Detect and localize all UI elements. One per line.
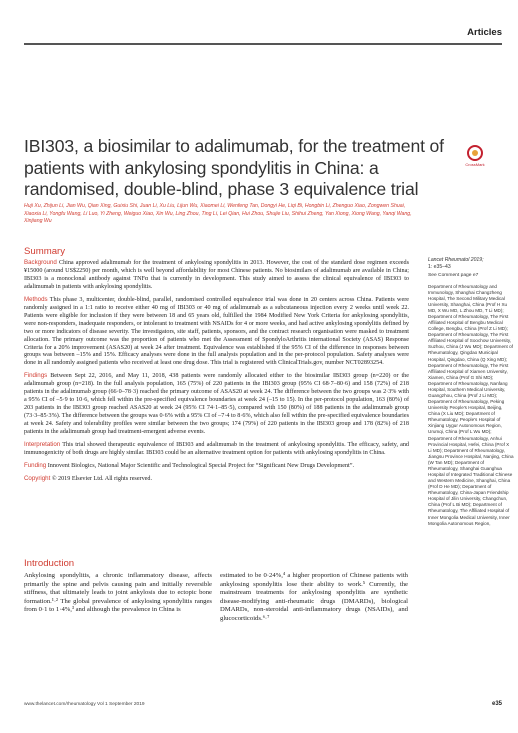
findings-label: Findings (24, 372, 48, 380)
summary-findings (24, 372, 409, 437)
interpretation-text: This trial showed therapeutic equivalence of IBI303 and adalimumab in the treatment of ankylosing spondylitis. The efficacy, safety, and immunogenicity of both drugs are highly similar. IBI303 could be an alternative treatment option for patients with ankylosing spondylitis in China. (24, 442, 409, 456)
background-text: China approved adalimumab for the treatment of ankylosing spondylitis in 2013. However, the cost of the standard dose regimen exceeds ¥15000 (around US$2250) per month, which is well beyond affordability for most Chinese patients. No biosimilars of adalimumab are available in China; IBI303 is a monoclonal antibody against TNFα that is currently in development. This study aimed to assess the clinical equivalence of IBI303 to adalimumab in patients with ankylosing spondylitis. (24, 260, 409, 290)
author-list[interactable]: Huji Xu, Zhijun Li, Jian Wu, Qian Xing, Guixiu Shi, Juan Li, Xu Liu, Lijun Wu, Xiaomei Li, Wenfeng Tan, Dongyi He, Liqi Bi, Hongbin Li, Zhenguo Xiao, Zongwen Shuai, Xiaoxia Li, Yongfu Wang, Li Luo, Yi Zheng, Weiguo Xiao, Xin Wu, Ling Zhou, Ting Li, Lei Qian, Hui Zhou, Shujie Liu, Shihui Zheng, Yan Xiong, Xiong Wang, Yanqi Wang, Xinjiang Wu (24, 203, 412, 224)
background-label: Background (24, 259, 57, 266)
summary-copyright (24, 475, 409, 484)
introduction-column-right: estimated to be 0·24%,⁴ a higher proportion of Chinese patients with ankylosing spondylitis lose their ability to work.⁵ Currently, the mainstream treatments for ankylosing spondylitis are synthetic disease-modifying anti-rheumatic drugs (DMARDs), biological DMARDs, non-steroidal anti-inflammatory drugs (NSAIDs), and glucocorticoids.⁶·⁷ (220, 572, 408, 622)
crossmark-badge[interactable] (464, 145, 486, 167)
crossmark-label: CrossMark (465, 162, 485, 167)
top-rule (24, 43, 502, 45)
summary-heading: Summary (24, 246, 66, 257)
methods-label: Methods (24, 295, 48, 303)
summary-background (24, 259, 409, 292)
comment-link[interactable]: See Comment page e7 (428, 273, 479, 279)
summary-section (24, 246, 409, 488)
article-title: IBI303, a biosimilar to adalimumab, for the treatment of patients with ankylosing spondylitis in China: a randomised, double-blind, phase 3 equivalence trial (24, 136, 444, 199)
journal-reference: 1: e35–43 (428, 263, 451, 270)
sidebar (428, 257, 514, 527)
copyright-label: Copyright (24, 474, 51, 482)
author-affiliations: Department of Rheumatology and Immunology, Shanghai Changzheng Hospital, The Second Military Medical University, Shanghai, China (Prof H Xu MD, X Wu MD, L Zhou MD, T Li MD); Department of Rheumatology, The First Affiliated Hospital of Bengbu Medical College, Bengbu, China (Prof Z Li MD); Department of Rheumatology, The First Affiliated Hospital of Soochow University, Suzhou, China (J Wu MD); Department of Rheumatology, Qingdao Municipal Hospital, Qingdao, China (Q Xing MD); Department of Rheumatology, The First Affiliated Hospital of Xiamen University, Xiamen, China (Prof G Shi MD); Department of Rheumatology, Nanfang Hospital, Southern Medical University, Guangzhou, China (Prof J Li MD); Department of Rheumatology, Peking University People's Hospital, Beijing, China (X Liu MD); Department of Rheumatology, People's Hospital of Xinjiang Uygur Autonomous Region, Urumqi, China (Prof L Wu MD); Department of Rheumatology, Anhui Provincial Hospital, Hefei, China (Prof X Li MD); Department of Rheumatology, Jiangsu Province Hospital, Nanjing, China (W Tan MD); Department of Rheumatology, Shanghai Guanghua Hospital of Integrated Traditional Chinese and Western Medicine, Shanghai, China (Prof D He MD); Department of Rheumatology, China-Japan Friendship Hospital of Jilin University, Changchun, China (Prof L Bi MD); Department of Rheumatology, The Affiliated Hospital of Inner Mongolia Medical University, Inner Mongolia Autonomous Region, (428, 283, 514, 526)
summary-methods (24, 296, 409, 369)
copyright-text: © 2019 Elsevier Ltd. All rights reserved. (51, 475, 152, 482)
footer-journal-info[interactable]: www.thelancet.com/rheumatology Vol 1 September 2019 (24, 702, 145, 707)
interpretation-label: Interpretation (24, 441, 61, 449)
crossmark-icon (467, 145, 483, 161)
methods-text: This phase 3, multicenter, double-blind, parallel, randomised controlled equivalence trial was done in 20 centers across China. Patients were randomly assigned in a 1:1 ratio to receive either 40 mg of IBI303 or 40 mg of adalimumab as a subcutaneous injection every 2 weeks until week 22. Patients were eligible for inclusion if they were between 18 and 65 years old, fulfilled the 1984 Modified New York Criteria for ankylosing spondylitis, were non-responders, inadequate responders, or intolerant to treatment with NSAIDs for 4 or more weeks, and had active ankylosing spondylitis defined by two or more indicators of disease severity. The investigators, site staff, patients, sponsors, and the contract research organisation were masked to treatment allocation. The primary outcome was the proportion of patients who met the Assessment of SpondyloArthritis international Society (ASAS) Response Criteria for a 20% improvement (ASAS20) at week 24 after treatment. Equivalence was established if the 95% CI of the difference in responses between groups was between –15% and 15%. Efficacy analyses were done in the full analysis population and in the per-protocol population. Safety analyses were done in all randomly assigned patients who received at least one drug dose. This trial is registered with ClinicalTrials.gov, number NCT02893254. (24, 296, 409, 367)
summary-funding (24, 462, 409, 471)
summary-interpretation (24, 441, 409, 458)
page-number: e35 (491, 701, 502, 707)
findings-text: Between Sept 22, 2016, and May 11, 2018, 438 patients were randomly allocated either to the biosimilar IBI303 group (n=220) or the adalimumab group (n=218). In the full analysis population, 165 (75%) of 220 patients in the IBI303 group (95% CI 68·7–80·6) and 158 (72%) of 218 patients in the adalimumab group (66·0–78·3) reached the primary outcome of ASAS20 at week 24. The difference between the two groups was 2·3% with a 95% CI of –5·9 to 10·6, which fell within the pre-specified equivalence boundaries at week 24 (–15 to 15). In the per-protocol population, 163 (80%) of 203 patients in the IBI303 group reached ASAS20 at week 24 (95% CI 74·1–85·5), compared with 150 (80%) of 188 patients in the adalimumab group (73·3–85·3%). The difference between the groups was 0·6% with a 95% CI of –7·4 to 8·6%, which also fell within the pre-specified equivalence boundaries at week 24. Safety and tolerability profiles were similar between the two groups; 174 (79%) of 220 patients in the IBI303 group and 178 (82%) of 218 patients in the adalimumab group had treatment-emergent adverse events. (24, 373, 409, 436)
introduction-heading: Introduction (24, 558, 75, 569)
introduction-column-left: Ankylosing spondylitis, a chronic inflammatory disease, affects primarily the spine and pelvis causing pain and initially reversible stiffness, that ultimately leads to joint ankylosis due to ectopic bone formation.¹·² The global prevalence of ankylosing spondylitis ranges from 0·1 to 1·4%,³ and although the prevalence in China is (24, 572, 212, 614)
funding-label: Funding (24, 461, 47, 469)
funding-text: Innovent Biologics, National Major Scientific and Technological Special Project for “Significant New Drugs Development”. (47, 462, 354, 469)
section-label: Articles (467, 27, 502, 38)
journal-citation: Lancet Rheumatol 2019; (428, 257, 484, 263)
